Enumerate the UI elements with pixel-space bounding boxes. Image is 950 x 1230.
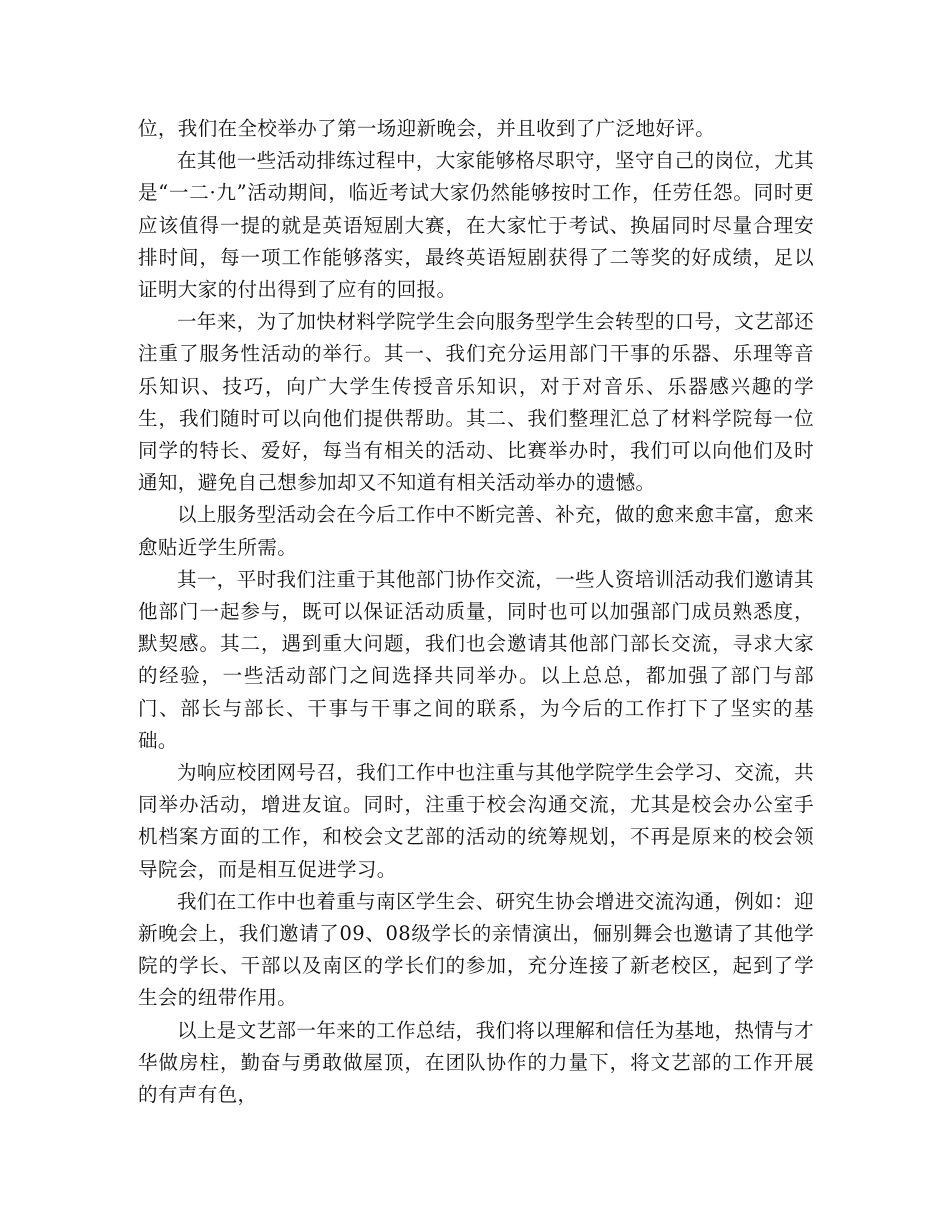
paragraph-college-exchange: 为响应校团网号召，我们工作中也注重与其他学院学生会学习、交流，共同举办活动，增进友谊。同时，注重于校会沟通交流，尤其是校会办公室手机档案方面的工作，和校会文艺部的活动的统筹规划，不再是原来的校会领导院会，而是相互促进学习。 [138, 761, 814, 881]
paragraph-continuation: 位，我们在全校举办了第一场迎新晚会，并且收到了广泛地好评。 [138, 117, 716, 140]
paragraph-service-improvement: 以上服务型活动会在今后工作中不断完善、补充，做的愈来愈丰富，愈来愈贴近学生所需。 [138, 503, 814, 559]
paragraph-summary: 以上是文艺部一年来的工作总结，我们将以理解和信任为基地，热情与才华做房柱，勤奋与勇敢做屋顶，在团队协作的力量下，将文艺部的工作开展的有声有色， [138, 1018, 814, 1107]
paragraph-rehearsal: 在其他一些活动排练过程中，大家能够格尽职守，坚守自己的岗位，尤其是“一二·九”活动期间，临近考试大家仍然能够按时工作，任劳任怨。同时更应该值得一提的就是英语短剧大赛，在大家忙于考试、换届同时尽量合理安排时间，每一项工作能够落实，最终英语短剧获得了二等奖的好成绩，足以证明大家的付出得到了应有的回报。 [138, 149, 814, 302]
document-body [138, 113, 814, 1111]
paragraph-south-campus: 我们在工作中也着重与南区学生会、研究生协会增进交流沟通，例如：迎新晚会上，我们邀请了09、08级学长的亲情演出，俪别舞会也邀请了其他学院的学长、干部以及南区的学长们的参加，充分连接了新老校区，起到了学生会的纽带作用。 [138, 889, 814, 1010]
paragraph-department-cooperation: 其一，平时我们注重于其他部门协作交流，一些人资培训活动我们邀请其他部门一起参与，既可以保证活动质量，同时也可以加强部门成员熟悉度，默契感。其二，遇到重大问题，我们也会邀请其他部门部长交流，寻求大家的经验，一些活动部门之间选择共同举办。以上总总，都加强了部门与部门、部长与部长、干事与干事之间的联系，为今后的工作打下了坚实的基础。 [138, 567, 814, 752]
paragraph-service-activities: 一年来，为了加快材料学院学生会向服务型学生会转型的口号，文艺部还注重了服务性活动的举行。其一、我们充分运用部门干事的乐器、乐理等音乐知识、技巧，向广大学生传授音乐知识，对于对音乐、乐器感兴趣的学生，我们随时可以向他们提供帮助。其二、我们整理汇总了材料学院每一位同学的特长、爱好，每当有相关的活动、比赛举办时，我们可以向他们及时通知，避免自己想参加却又不知道有相关活动举办的遗憾。 [138, 310, 814, 495]
